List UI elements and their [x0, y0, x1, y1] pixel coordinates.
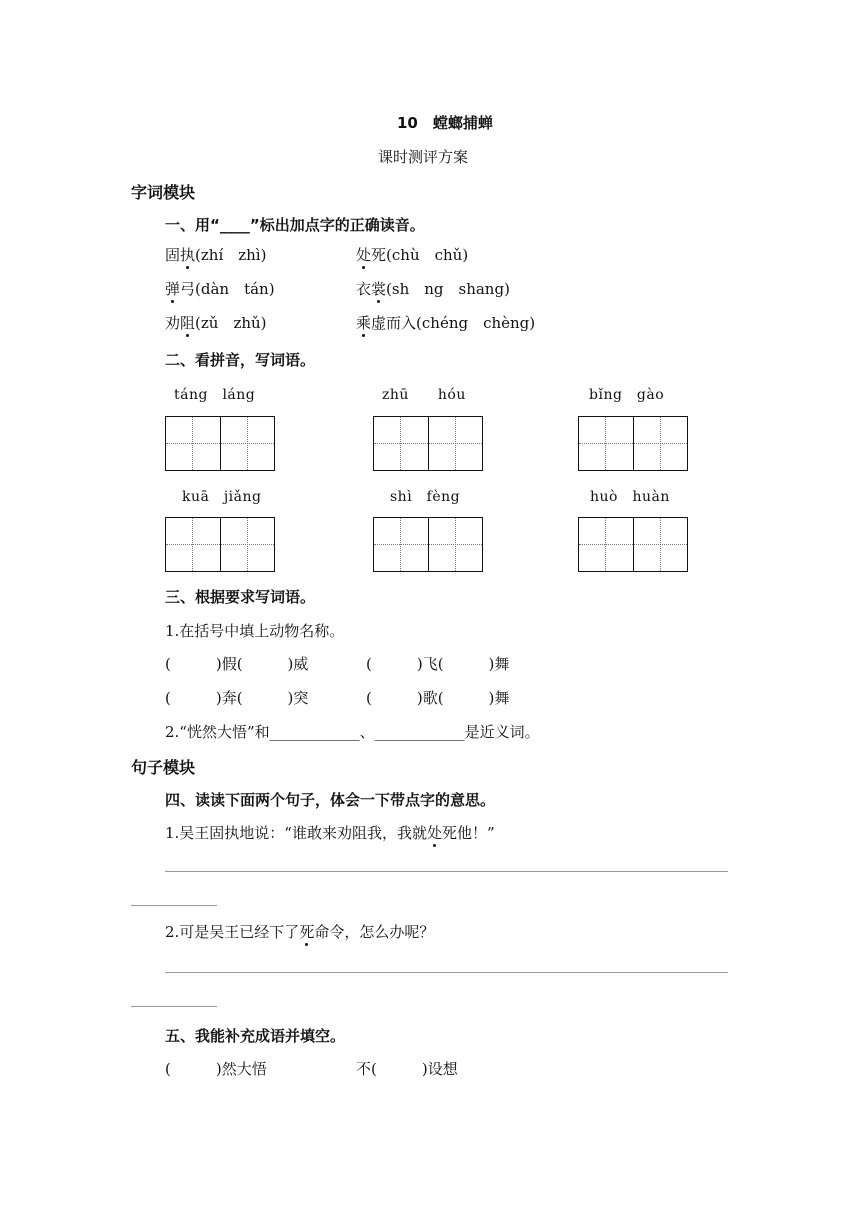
q5-heading: 五、我能补充成语并填空。 — [165, 1027, 346, 1045]
pinyin-label: shì fèng — [390, 489, 461, 505]
q1-item: 弹弓(dàn tán) — [165, 280, 275, 298]
q1-item: 劝阻(zǔ zhǔ) — [165, 314, 267, 332]
q2-heading: 二、看拼音，写词语。 — [165, 351, 316, 369]
pinyin-label: bǐng gào — [589, 387, 665, 403]
dotted-char: 处 — [356, 246, 372, 264]
section-words: 字词模块 — [131, 183, 196, 202]
dotted-char: 执 — [180, 246, 196, 264]
fill-blank-row[interactable]: ( )飞( )舞 — [366, 655, 510, 673]
idiom-blank[interactable]: ( )然大悟 — [165, 1060, 267, 1078]
writing-grid[interactable] — [165, 416, 275, 471]
dotted-char: 裳 — [371, 280, 387, 298]
lesson-title: 10 螳螂捕蝉 — [397, 114, 493, 132]
pinyin-label: zhū hóu — [382, 387, 466, 403]
dotted-char: 死 — [299, 923, 315, 941]
pinyin-label: huò huàn — [590, 489, 670, 505]
answer-line[interactable] — [131, 905, 217, 906]
answer-line[interactable] — [165, 972, 728, 973]
q4-heading: 四、读读下面两个句子，体会一下带点字的意思。 — [165, 791, 496, 809]
fill-blank-row[interactable]: ( )假( )威 — [165, 655, 309, 673]
q3-sub2[interactable]: 2.“恍然大悟”和____________、____________是近义词。 — [165, 723, 540, 741]
page-subtitle: 课时测评方案 — [378, 148, 469, 166]
fill-blank-row[interactable]: ( )奔( )突 — [165, 689, 309, 707]
pinyin-label: táng láng — [174, 387, 256, 403]
q4-sentence-2: 2.可是吴王已经下了死命令，怎么办呢？ — [165, 923, 435, 941]
q1-item: 处死(chù chǔ) — [356, 246, 469, 264]
q1-item: 乘虚而入(chéng chèng) — [356, 314, 536, 332]
writing-grid[interactable] — [373, 416, 483, 471]
writing-grid[interactable] — [373, 517, 483, 572]
q3-heading: 三、根据要求写词语。 — [165, 588, 316, 606]
dotted-char: 弹 — [165, 280, 181, 298]
answer-line[interactable] — [165, 871, 728, 872]
dotted-char: 乘 — [356, 314, 372, 332]
fill-blank-row[interactable]: ( )歌( )舞 — [366, 689, 510, 707]
writing-grid[interactable] — [578, 416, 688, 471]
q3-sub1: 1.在括号中填上动物名称。 — [165, 622, 345, 640]
pinyin-label: kuā jiǎng — [182, 489, 262, 505]
answer-line[interactable] — [131, 1006, 217, 1007]
q1-item: 衣裳(sh ng shang) — [356, 280, 510, 298]
section-sentences: 句子模块 — [131, 758, 196, 777]
q1-heading: 一、用“____”标出加点字的正确读音。 — [165, 216, 425, 234]
dotted-char: 处 — [426, 824, 442, 842]
writing-grid[interactable] — [578, 517, 688, 572]
idiom-blank[interactable]: 不( )设想 — [356, 1060, 458, 1078]
q4-sentence-1: 1.吴王固执地说：“谁敢来劝阻我，我就处死他！” — [165, 824, 495, 842]
q1-item: 固执(zhí zhì) — [165, 246, 267, 264]
dotted-char: 阻 — [180, 314, 196, 332]
writing-grid[interactable] — [165, 517, 275, 572]
